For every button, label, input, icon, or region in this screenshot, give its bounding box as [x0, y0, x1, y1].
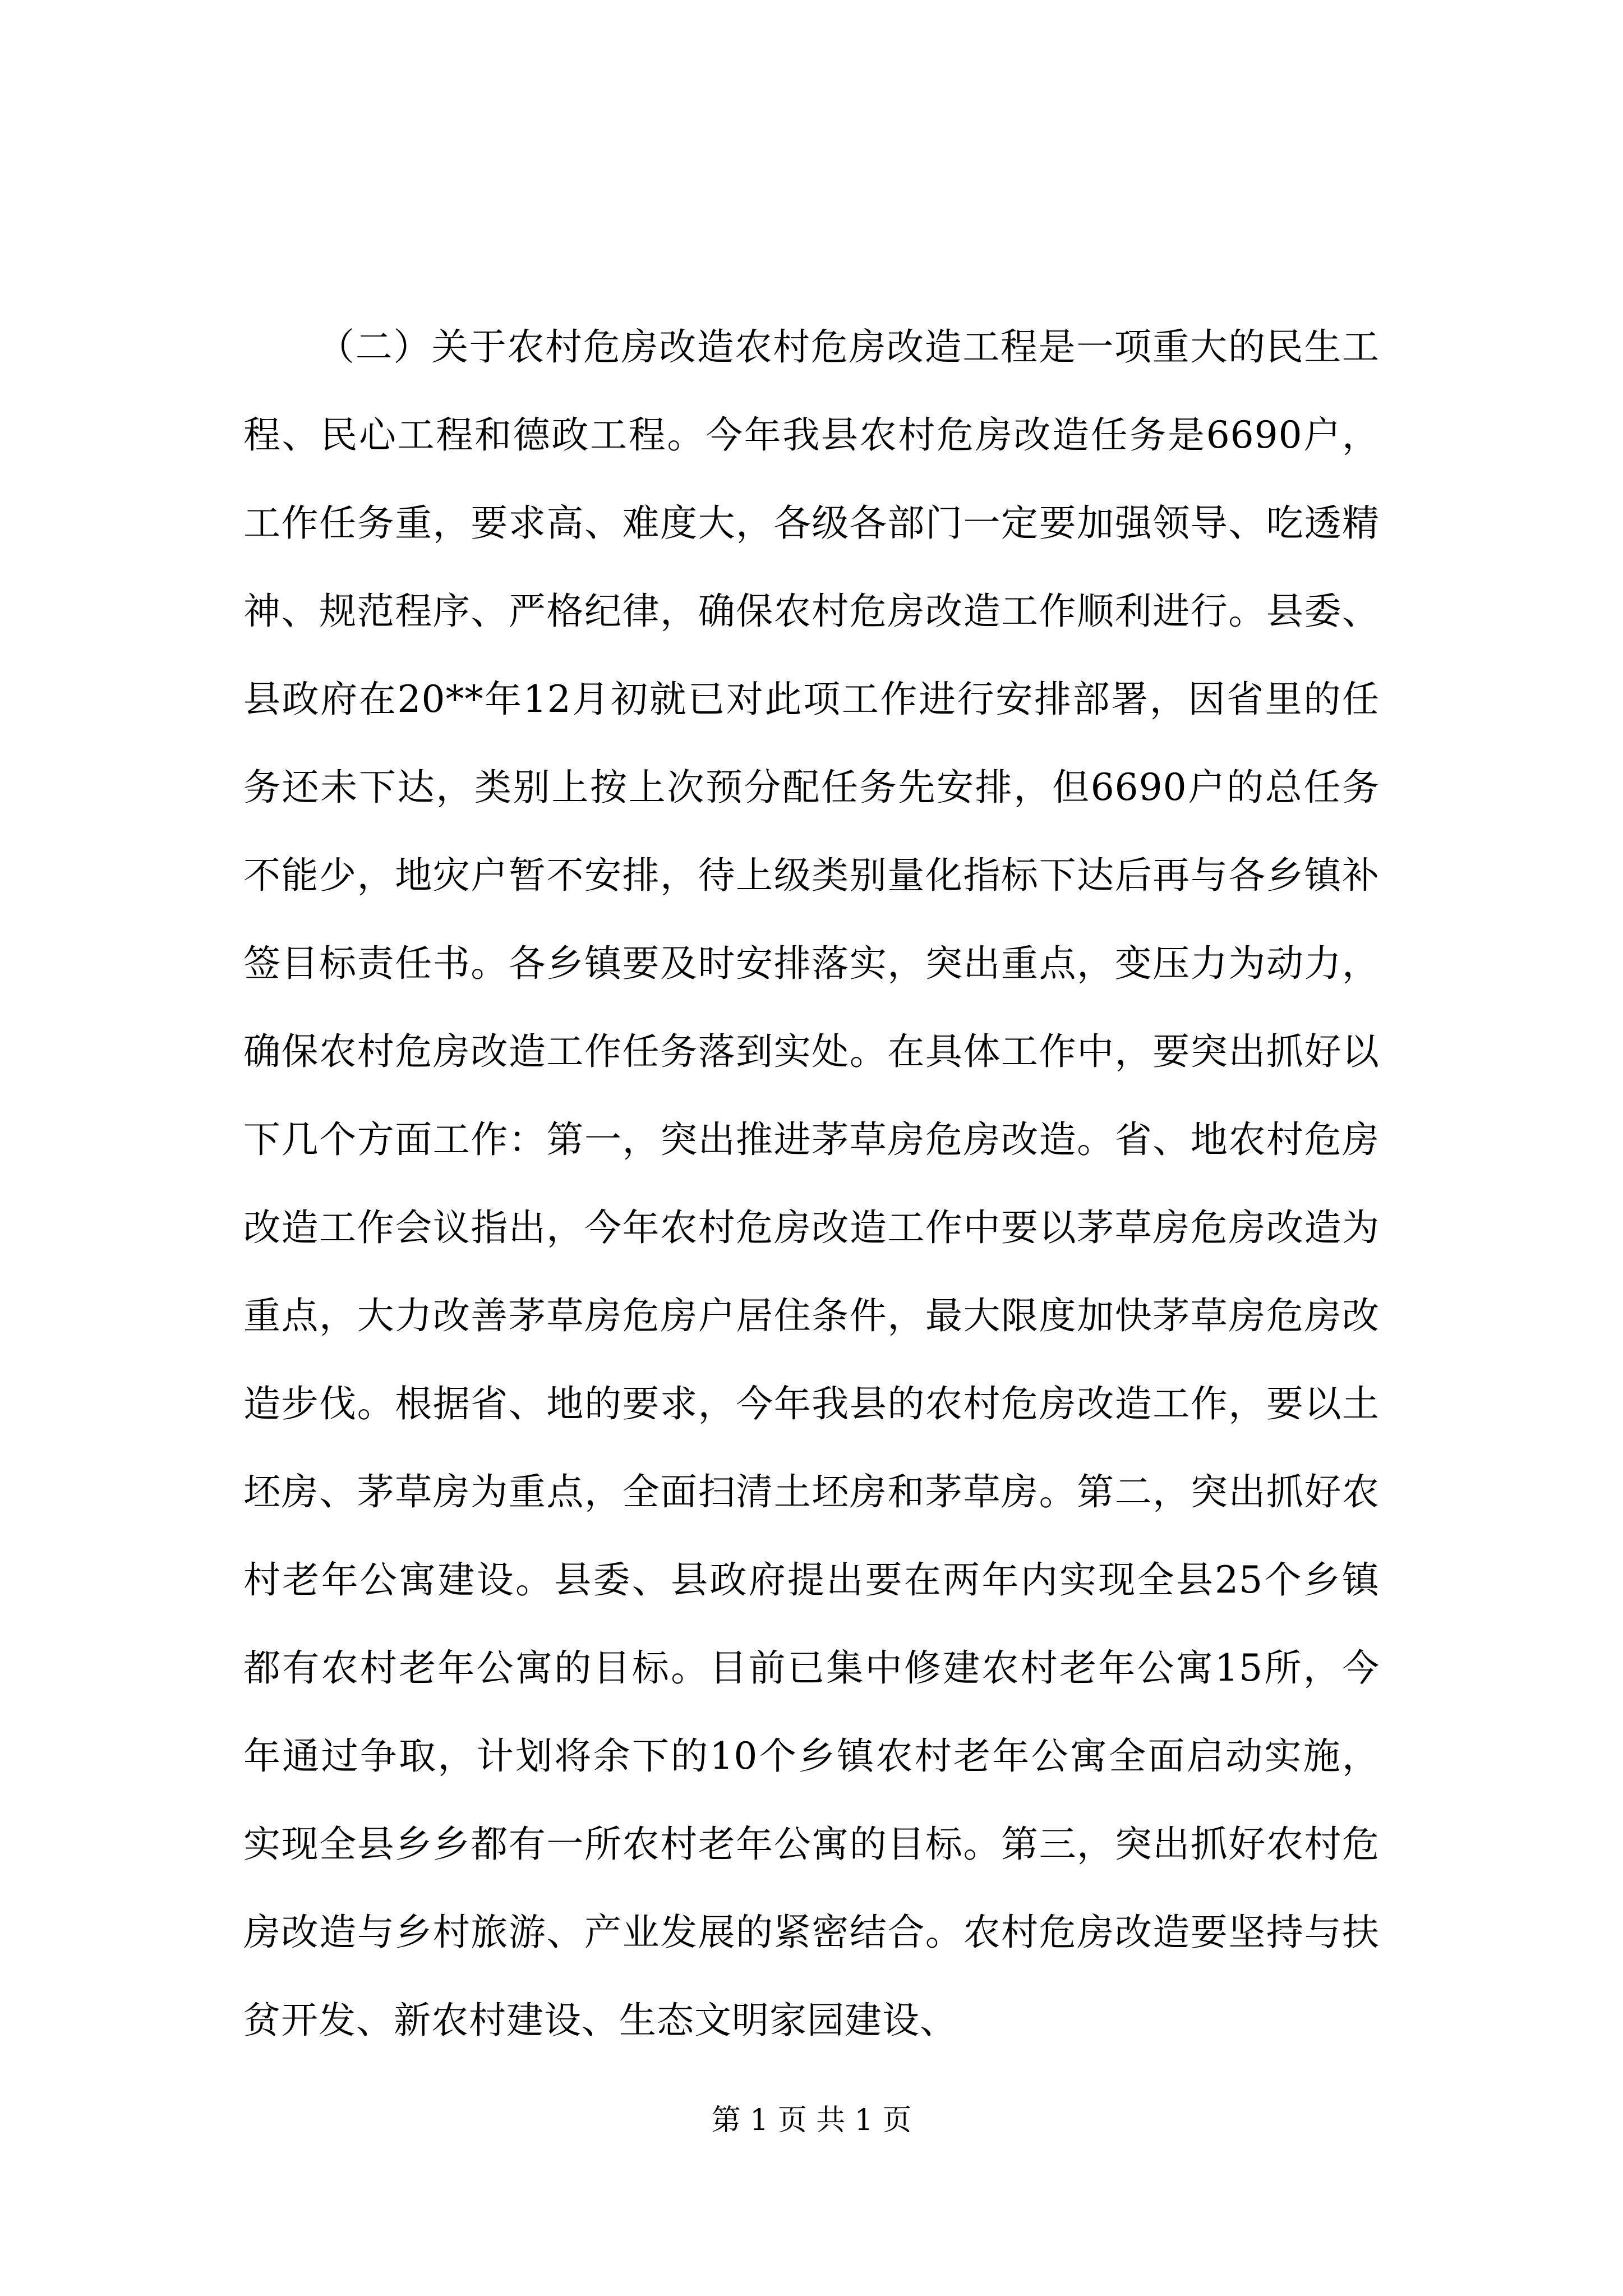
body-paragraph: （二）关于农村危房改造农村危房改造工程是一项重大的民生工程、民心工程和德政工程。今年我县农村危房改造任务是6690户，工作任务重，要求高、难度大，各级各部门一定要加强领导、吃透精神、规范程序、严格纪律，确保农村危房改造工作顺利进行。县委、县政府在20**年12月初就已对此项工作进行安排部署，因省里的任务还未下达，类别上按上次预分配任务先安排，但6690户的总任务不能少，地灾户暂不安排，待上级类别量化指标下达后再与各乡镇补签目标责任书。各乡镇要及时安排落实，突出重点，变压力为动力，确保农村危房改造工作任务落到实处。在具体工作中，要突出抓好以下几个方面工作：第一，突出推进茅草房危房改造。省、地农村危房改造工作会议指出，今年农村危房改造工作中要以茅草房危房改造为重点，大力改善茅草房危房户居住条件，最大限度加快茅草房危房改造步伐。根据省、地的要求，今年我县的农村危房改造工作，要以土坯房、茅草房为重点，全面扫清土坯房和茅草房。第二，突出抓好农村老年公寓建设。县委、县政府提出要在两年内实现全县25个乡镇都有农村老年公寓的目标。目前已集中修建农村老年公寓15所，今年通过争取，计划将余下的10个乡镇农村老年公寓全面启动实施，实现全县乡乡都有一所农村老年公寓的目标。第三，突出抓好农村危房改造与乡村旅游、产业发展的紧密结合。农村危房改造要坚持与扶贫开发、新农村建设、生态文明家园建设、	[243, 325, 1380, 2042]
page-footer: 第 1 页 共 1 页	[711, 2104, 912, 2137]
